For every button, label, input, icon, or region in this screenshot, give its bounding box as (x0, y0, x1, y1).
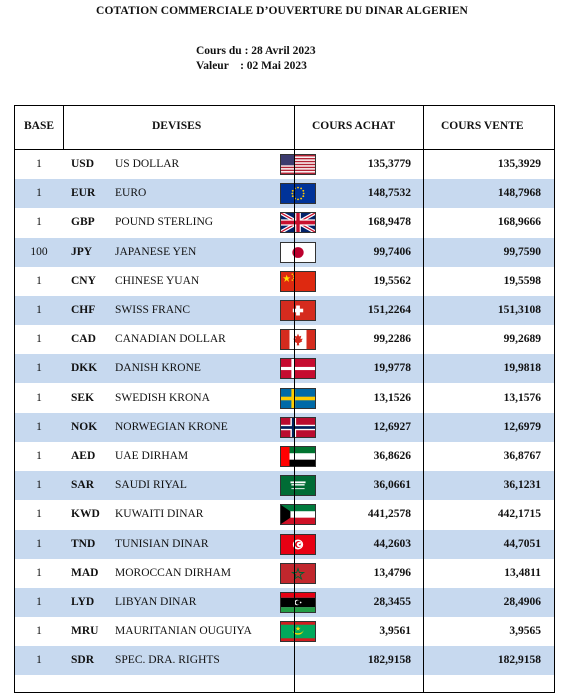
sell-rate: 36,1231 (503, 479, 541, 492)
table-row (15, 646, 554, 675)
currency-code: NOK (71, 420, 98, 433)
buy-rate: 99,7406 (373, 245, 411, 258)
base-cell: 100 (30, 245, 48, 258)
table-row (15, 179, 554, 208)
buy-rate: 13,1526 (373, 391, 411, 404)
table-row (15, 150, 554, 179)
buy-rate: 44,2603 (373, 537, 411, 550)
base-cell: 1 (36, 333, 42, 346)
sell-rate: 36,8767 (503, 450, 541, 462)
table-row (15, 325, 554, 354)
currency-name: US DOLLAR (115, 158, 180, 170)
buy-rate: 36,0661 (373, 479, 411, 492)
sell-rate: 182,9158 (497, 654, 541, 667)
base-cell: 1 (36, 508, 42, 521)
base-cell: 1 (36, 362, 42, 375)
sell-rate: 44,7051 (503, 537, 541, 550)
currency-name: SAUDI RIYAL (115, 479, 187, 492)
buy-rate: 28,3455 (373, 596, 411, 608)
currency-code: AED (71, 450, 96, 462)
currency-name: EURO (115, 187, 147, 200)
sell-rate: 135,3929 (497, 158, 541, 170)
table-row (15, 617, 554, 646)
currency-name: JAPANESE YEN (115, 245, 197, 258)
china-flag-icon (280, 271, 316, 292)
sell-rate: 442,1715 (497, 508, 541, 521)
tunisia-flag-icon (280, 534, 316, 555)
base-cell: 1 (36, 625, 42, 638)
currency-name: SPEC. DRA. RIGHTS (115, 654, 220, 667)
sweden-flag-icon (280, 388, 316, 409)
japan-flag-icon (280, 242, 316, 263)
sell-rate: 13,1576 (503, 391, 541, 404)
base-cell: 1 (36, 304, 42, 316)
currency-code: CAD (71, 333, 96, 346)
currency-code: KWD (71, 508, 100, 521)
buy-rate: 441,2578 (367, 508, 411, 521)
header-base: BASE (24, 120, 55, 132)
sell-rate: 19,5598 (503, 274, 541, 287)
buy-rate: 12,6927 (373, 420, 411, 433)
table-row (15, 530, 554, 559)
table-row (15, 500, 554, 529)
currency-name: DANISH KRONE (115, 362, 201, 375)
buy-rate: 19,5562 (373, 274, 411, 287)
buy-rate: 3,9561 (379, 625, 411, 638)
currency-name: MAURITANIAN OUGUIYA (115, 625, 252, 638)
currency-code: EUR (71, 187, 96, 200)
sell-rate: 151,3108 (497, 304, 541, 316)
header-devises: DEVISES (152, 120, 202, 132)
sell-rate: 99,2689 (503, 333, 541, 346)
column-divider (63, 106, 64, 150)
sell-rate: 28,4906 (503, 596, 541, 608)
currency-name: SWISS FRANC (115, 304, 191, 316)
buy-rate: 148,7532 (367, 187, 411, 200)
base-cell: 1 (36, 450, 42, 462)
currency-code: CHF (71, 304, 96, 316)
column-divider (294, 106, 295, 693)
currency-code: SAR (71, 479, 95, 492)
buy-rate: 168,9478 (367, 216, 411, 229)
base-cell: 1 (36, 654, 42, 667)
base-cell: 1 (36, 187, 42, 200)
sell-rate: 99,7590 (503, 245, 541, 258)
base-cell: 1 (36, 216, 42, 229)
currency-name: MOROCCAN DIRHAM (115, 566, 231, 579)
quotation-date: Cours du : 28 Avril 2023 (196, 45, 316, 57)
saudi-flag-icon (280, 475, 316, 496)
sell-rate: 19,9818 (503, 362, 541, 375)
currency-code: GBP (71, 216, 95, 229)
table-row (15, 442, 554, 471)
currency-code: JPY (71, 245, 93, 258)
base-cell: 1 (36, 391, 42, 404)
currency-name: CHINESE YUAN (115, 274, 200, 287)
currency-code: USD (71, 158, 95, 170)
table-row (15, 588, 554, 617)
currency-name: TUNISIAN DINAR (115, 537, 209, 550)
table-row (15, 413, 554, 442)
currency-code: MAD (71, 566, 99, 579)
currency-name: KUWAITI DINAR (115, 508, 204, 521)
currency-name: LIBYAN DINAR (115, 596, 197, 608)
buy-rate: 151,2264 (367, 304, 411, 316)
swiss-flag-icon (280, 300, 316, 321)
table-row (15, 267, 554, 296)
header-cours-vente: COURS VENTE (441, 120, 524, 132)
base-cell: 1 (36, 537, 42, 550)
currency-name: NORWEGIAN KRONE (115, 420, 228, 433)
libya-flag-icon (280, 592, 316, 613)
currency-name: UAE DIRHAM (115, 450, 189, 462)
buy-rate: 13,4796 (373, 566, 411, 579)
uae-flag-icon (280, 446, 316, 467)
column-divider (423, 106, 424, 693)
table-row (15, 471, 554, 500)
table-row (15, 208, 554, 237)
buy-rate: 19,9778 (373, 362, 411, 375)
sell-rate: 168,9666 (497, 216, 541, 229)
table-row (15, 384, 554, 413)
buy-rate: 182,9158 (367, 654, 411, 667)
currency-code: MRU (71, 625, 99, 638)
currency-code: LYD (71, 596, 95, 608)
uk-flag-icon (280, 212, 316, 233)
table-header (15, 106, 554, 150)
currency-name: CANADIAN DOLLAR (115, 333, 226, 346)
currency-code: SDR (71, 654, 95, 667)
table-row (15, 354, 554, 383)
denmark-flag-icon (280, 358, 316, 379)
date-block (196, 44, 316, 74)
sell-rate: 148,7968 (497, 187, 541, 200)
buy-rate: 99,2286 (373, 333, 411, 346)
currency-name: POUND STERLING (115, 216, 214, 229)
us-flag-icon (280, 154, 316, 175)
currency-name: SWEDISH KRONA (115, 391, 210, 404)
value-date: Valeur : 02 Mai 2023 (196, 60, 307, 72)
base-cell: 1 (36, 566, 42, 579)
currency-code: CNY (71, 274, 96, 287)
table-row (15, 296, 554, 325)
base-cell: 1 (36, 596, 42, 608)
header-cours-achat: COURS ACHAT (312, 120, 396, 132)
canada-flag-icon (280, 329, 316, 350)
currency-code: SEK (71, 391, 95, 404)
kuwait-flag-icon (280, 504, 316, 525)
norway-flag-icon (280, 417, 316, 438)
table-row (15, 238, 554, 267)
eu-flag-icon (280, 183, 316, 204)
document-title: COTATION COMMERCIALE D’OUVERTURE DU DINAR ALGERIEN (96, 5, 468, 17)
mauritania-flag-icon (280, 621, 316, 642)
morocco-flag-icon (280, 563, 316, 584)
buy-rate: 36,8626 (373, 450, 411, 462)
base-cell: 1 (36, 158, 42, 170)
table-row (15, 559, 554, 588)
sell-rate: 13,4811 (504, 566, 541, 579)
exchange-rate-table (14, 105, 555, 693)
sell-rate: 3,9565 (509, 625, 541, 638)
base-cell: 1 (36, 420, 42, 433)
buy-rate: 135,3779 (367, 158, 411, 170)
base-cell: 1 (36, 479, 42, 492)
sell-rate: 12,6979 (503, 420, 541, 433)
base-cell: 1 (36, 274, 42, 287)
currency-code: DKK (71, 362, 98, 375)
currency-code: TND (71, 537, 96, 550)
